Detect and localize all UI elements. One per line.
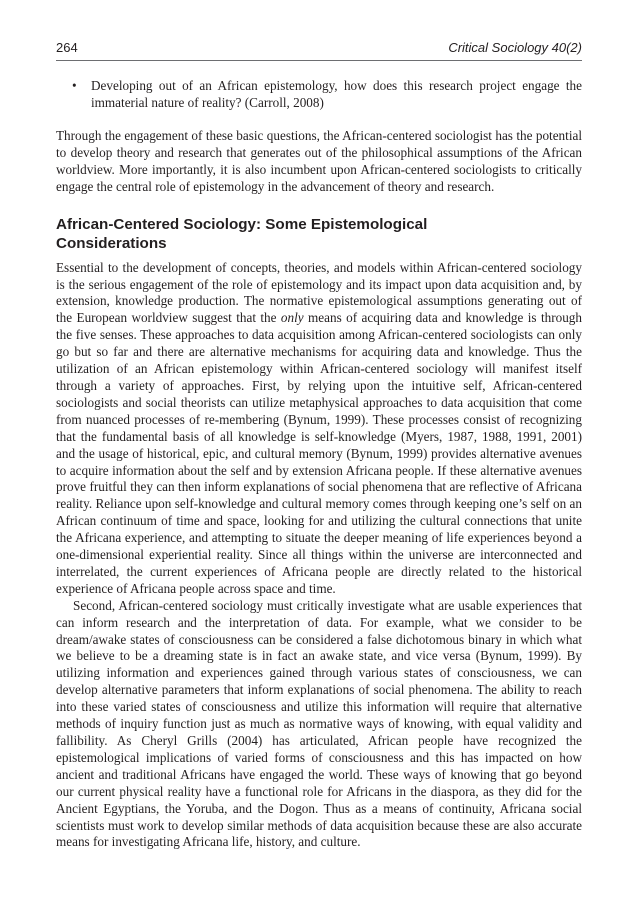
- journal-citation: Critical Sociology 40(2): [448, 40, 582, 55]
- bullet-icon: •: [72, 78, 77, 93]
- running-header: [56, 40, 582, 61]
- page-number: 264: [56, 40, 78, 55]
- intro-paragraph: Through the engagement of these basic questions, the African-centered sociologist has the potential to develop theory and research that generates out of the philosophical assumptions of the African worldview. More importantly, it is also incumbent upon African-centered sociologists to critically engage the central role of epistemology in the advancement of theory and research.: [56, 127, 582, 194]
- paragraph-1-rest: means of acquiring data and knowledge is through the five senses. These approaches to data acquisition among African-centered sociologists can only go but so far and there are alternative mechanisms for acquiring data and knowledge. Thus the utilization of an African epistemology within African-centered sociology will manifest itself through a variety of approaches. First, by relying upon the intuitive self, African-centered sociologists and social theorists can utilize metaphysical approaches to data acquisition that come from nuanced processes of re-membering (Bynum, 1999). These processes consist of recognizing that the fundamental basis of all knowledge is self-knowledge (Myers, 1987, 1988, 1991, 2001) and the usage of historical, epic, and cultural memory (Bynum, 1999) provides alternative avenues to acquire information about the self and by extension Africana people. If these alternative avenues prove fruitful they can then inform explanations of social phenomena that are reflective of Africana reality. Reliance upon self-knowledge and cultural memory comes through keeping one’s self on an African continuum of time and space, looking for and utilizing the cultural connections that unite the Africana experience, and attempting to situate the deeper meaning of life experiences beyond a one-dimensional experiential reality. Since all things within the universe are interconnected and interrelated, the current experiences of Africana people are directly related to the historical experience of Africana people across space and time.: [56, 310, 582, 596]
- emphasis-only: only: [280, 310, 304, 326]
- section-paragraph-2: Second, African-centered sociology must critically investigate what are usable experiences that can inform research and the interpretation of data. For example, what we consider to be dream/awake states of consciousness can be considered a false dichotomous binary in which what we believe to be a dreaming state is in fact an awake state, and vice versa (Bynum, 1999). By utilizing information and experiences gained through various states of consciousness, we can develop alternative parameters that inform explanations of social phenomena. The ability to reach into these varied states of consciousness and utilize this information will require that alternative methods of inquiry function just as much as normative ways of knowing, with equal validity and fallibility. As Cheryl Grills (2004) has articulated, African people have recognized the epistemological implications of varied forms of consciousness and this has impacted on how ancient and traditional Africans have engaged the world. These ways of knowing that go beyond our current physical reality have a functional role for Africans in the diaspora, as they did for the Ancient Egyptians, the Yoruba, and the Dogon. Thus as a means of continuity, Africana social scientists must work to develop similar methods of data acquisition because these are also accurate means for investigating Africana life, history, and culture.: [56, 597, 582, 850]
- bullet-list-item: [56, 78, 582, 112]
- section-heading: African-Centered Sociology: Some Epistemological Considerations: [56, 216, 428, 253]
- paragraph-1-start: Essential to the development of concepts, theories, and models within African-centered sociology is the serious engagement of the role of epistemology and its impact upon data acquisition and, by extension, knowledge production. The normative epistemological assumptions generating out of the European worldview suggest that the: [56, 259, 582, 326]
- bullet-text: Developing out of an African epistemology, how does this research project engage the immaterial nature of reality? (Carroll, 2008): [91, 78, 582, 110]
- section-paragraph-1: [56, 260, 582, 598]
- article-body: [56, 78, 582, 851]
